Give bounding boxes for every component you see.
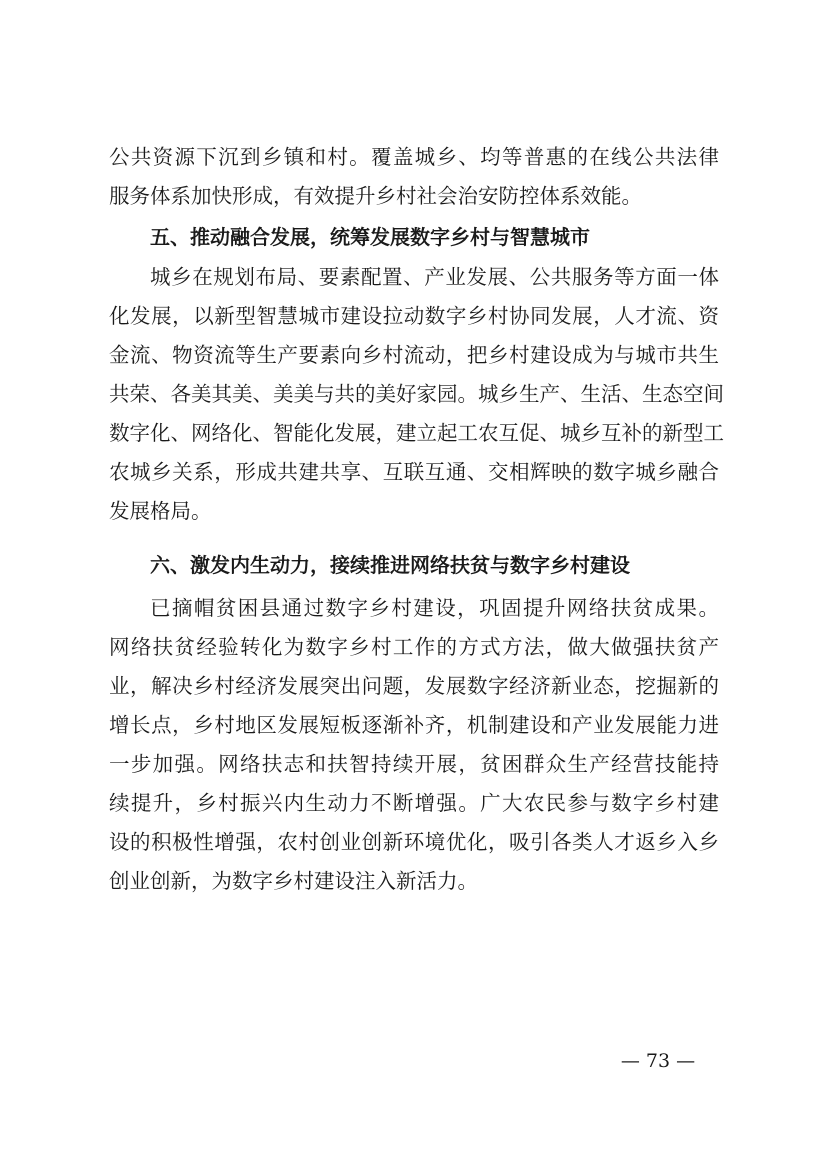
body-text-line: 城乡在规划布局、要素配置、产业发展、公共服务等方面一体 — [150, 265, 719, 289]
body-text-line: 已摘帽贫困县通过数字乡村建设，巩固提升网络扶贫成果。 — [150, 596, 719, 620]
body-text-line: 续提升，乡村振兴内生动力不断增强。广大农民参与数字乡村建 — [109, 791, 719, 815]
body-text-line: 共荣、各美其美、美美与共的美好家园。城乡生产、生活、生态空间 — [109, 382, 724, 406]
body-text-line: 数字化、网络化、智能化发展，建立起工农互促、城乡互补的新型工 — [109, 421, 724, 445]
section-heading: 六、激发内生动力，接续推进网络扶贫与数字乡村建设 — [150, 553, 630, 577]
body-text-line: 农城乡关系，形成共建共享、互联互通、交相辉映的数字城乡融合 — [109, 460, 719, 484]
body-text-line: 化发展，以新型智慧城市建设拉动数字乡村协同发展，人才流、资 — [109, 304, 719, 328]
body-text-line: 发展格局。 — [109, 499, 212, 523]
body-text-line: 公共资源下沉到乡镇和村。覆盖城乡、均等普惠的在线公共法律 — [109, 145, 719, 169]
body-text-line: 网络扶贫经验转化为数字乡村工作的方式方法，做大做强扶贫产 — [109, 635, 719, 659]
body-text-line: 金流、物资流等生产要素向乡村流动，把乡村建设成为与城市共生 — [109, 343, 719, 367]
page-number: — 73 — — [620, 1050, 696, 1072]
body-text-line: 增长点，乡村地区发展短板逐渐补齐，机制建设和产业发展能力进 — [109, 713, 719, 737]
body-text-line: 设的积极性增强，农村创业创新环境优化，吸引各类人才返乡入乡 — [109, 830, 719, 854]
body-text-line: 一步加强。网络扶志和扶智持续开展，贫困群众生产经营技能持 — [109, 752, 719, 776]
body-text-line: 业，解决乡村经济发展突出问题，发展数字经济新业态，挖掘新的 — [109, 674, 719, 698]
body-text-line: 创业创新，为数字乡村建设注入新活力。 — [109, 869, 478, 893]
section-heading: 五、推动融合发展，统筹发展数字乡村与智慧城市 — [150, 225, 590, 249]
body-text-line: 服务体系加快形成，有效提升乡村社会治安防控体系效能。 — [109, 184, 642, 208]
